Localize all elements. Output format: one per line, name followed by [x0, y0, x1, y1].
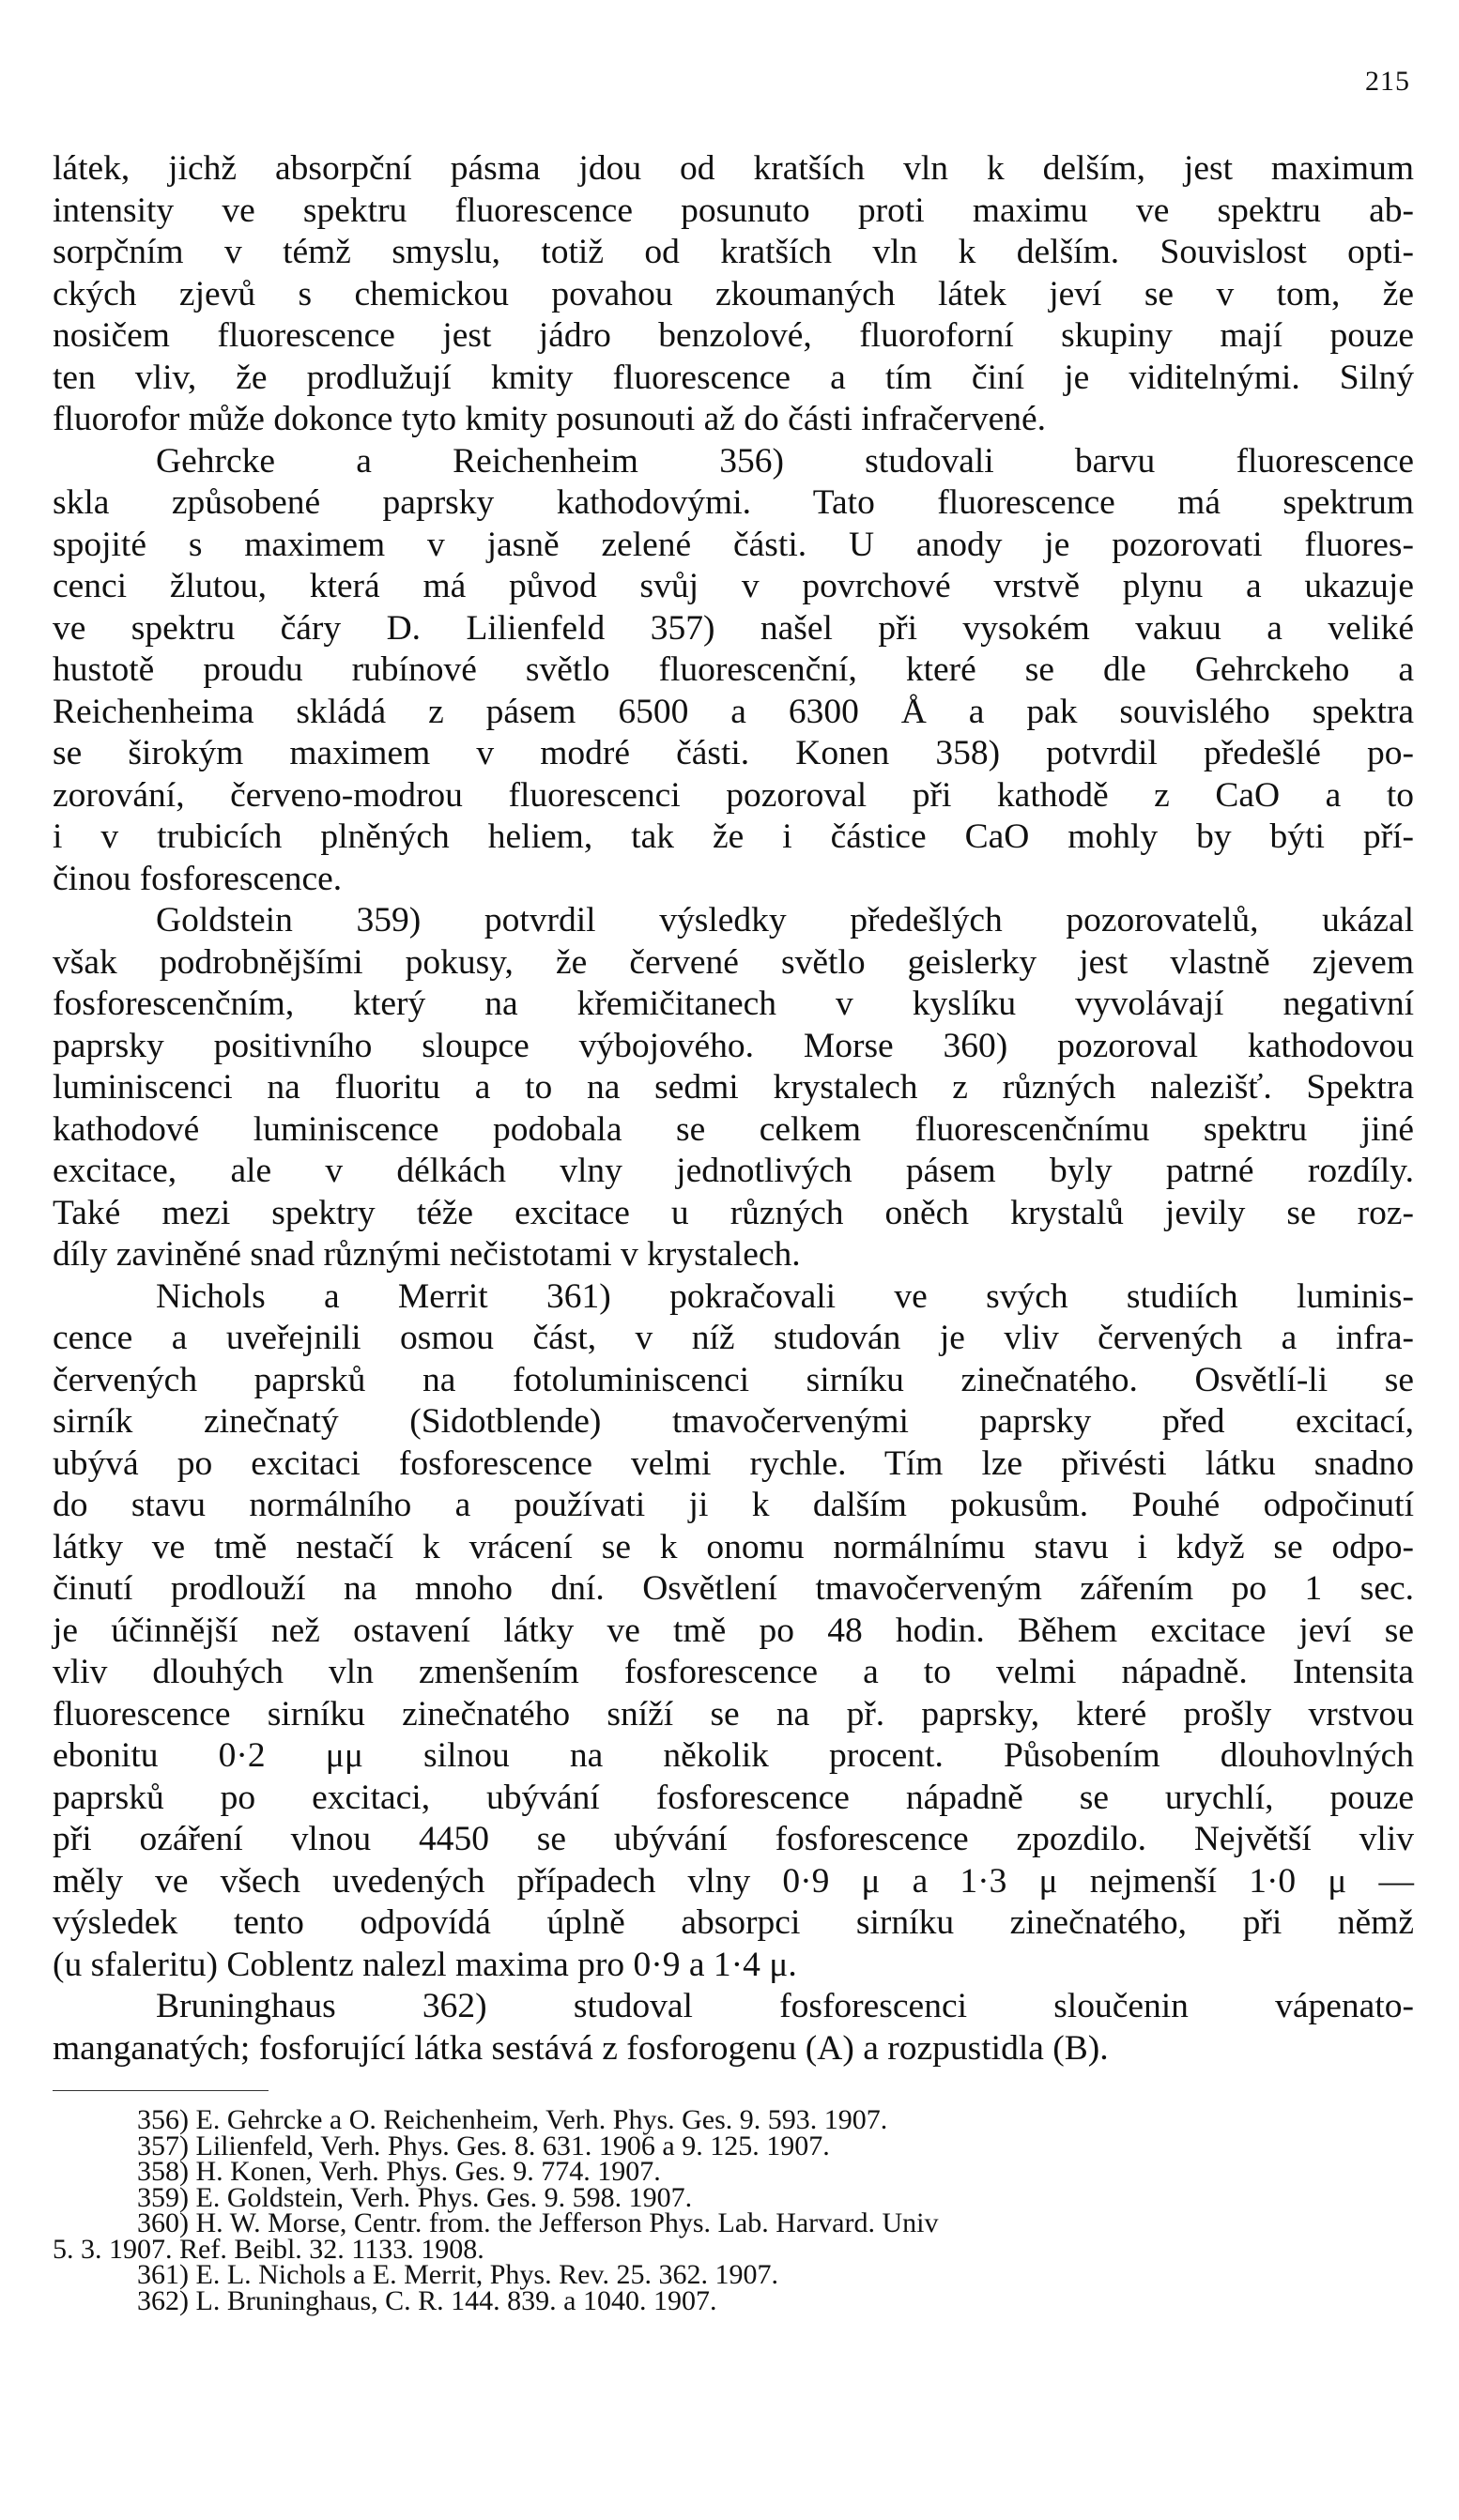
text-line: ubývá po excitaci fosforescence velmi rychle. Tím lze přivésti látku snadno: [53, 1443, 1414, 1483]
text-line: intensity ve spektru fluorescence posunuto proti maximu ve spektru ab-: [53, 191, 1414, 230]
text-line: fluorescence sirníku zinečnatého sníží se na př. paprsky, které prošly vrstvou: [53, 1694, 1414, 1733]
text-line: fosforescenčním, který na křemičitanech v kyslíku vyvolávají negativní: [53, 985, 1414, 1023]
body-text: [53, 148, 1414, 2069]
text-line: hustotě proudu rubínové světlo fluorescenční, které se dle Gehrckeho a: [53, 650, 1414, 689]
text-line: Reichenheima skládá z pásem 6500 a 6300 Å a pak souvislého spektra: [53, 692, 1414, 731]
text-line: zorování, červeno-modrou fluorescenci pozoroval při kathodě z CaO a to: [53, 775, 1414, 815]
text-line: ckých zjevů s chemickou povahou zkoumaných látek jeví se v tom, že: [53, 274, 1414, 313]
page-number: 215: [1365, 66, 1410, 97]
text-line: vliv dlouhých vln zmenšením fosforescence a to velmi nápadně. Intensita: [53, 1653, 1414, 1691]
text-line: činutí prodlouží na mnoho dní. Osvětlení tmavočerveným zářením po 1 sec.: [53, 1569, 1414, 1608]
text-line: sorpčním v témž smyslu, totiž od kratších vln k delším. Souvislost opti-: [53, 233, 1414, 271]
text-line: činou fosforescence.: [53, 859, 343, 898]
text-line: je účinnější než ostavení látky ve tmě po 48 hodin. Během excitace jeví se: [53, 1611, 1414, 1650]
text-line: skla způsobené paprsky kathodovými. Tato fluorescence má spektrum: [53, 483, 1414, 522]
footnote: 361) E. L. Nichols a E. Merrit, Phys. Rev. 25. 362. 1907.: [137, 2259, 778, 2290]
text-line: cenci žlutou, která má původ svůj v povrchové vrstvě plynu a ukazuje: [53, 567, 1414, 605]
text-line: cence a uveřejnili osmou část, v níž studován je vliv červených a infra-: [53, 1319, 1414, 1357]
text-line: měly ve všech uvedených případech vlny 0·9 μ a 1·3 μ nejmenší 1·0 μ —: [53, 1861, 1414, 1901]
text-line: excitace, ale v délkách vlny jednotlivých pásem byly patrné rozdíly.: [53, 1152, 1414, 1190]
text-line: paprsků po excitaci, ubývání fosforescence nápadně se urychlí, pouze: [53, 1778, 1414, 1817]
text-line: ten vliv, že prodlužují kmity fluorescence a tím činí je viditelnými. Silný: [53, 358, 1414, 397]
text-line: výsledek tento odpovídá úplně absorpci sirníku zinečnatého, při němž: [53, 1903, 1414, 1942]
text-line: látek, jichž absorpční pásma jdou od kratších vln k delším, jest maximum: [53, 149, 1414, 188]
text-line: při ozáření vlnou 4450 se ubývání fosforescence zpozdilo. Největší vliv: [53, 1820, 1414, 1858]
footnote: 358) H. Konen, Verh. Phys. Ges. 9. 774. 1907.: [137, 2156, 661, 2187]
footnote: 359) E. Goldstein, Verh. Phys. Ges. 9. 598. 1907.: [137, 2181, 693, 2213]
footnotes: [53, 2104, 1414, 2316]
text-line: látky ve tmě nestačí k vrácení se k onomu normálnímu stavu i když se odpo-: [53, 1527, 1414, 1566]
text-line: ve spektru čáry D. Lilienfeld 357) našel při vysokém vakuu a veliké: [53, 608, 1414, 648]
text-line: (u sfaleritu) Coblentz nalezl maxima pro 0·9 a 1·4 μ.: [53, 1945, 797, 1984]
text-line: nosičem fluorescence jest jádro benzolové, fluoroforní skupiny mají pouze: [53, 316, 1414, 355]
footnote: 360) H. W. Morse, Centr. from. the Jefferson Phys. Lab. Harvard. Univ: [137, 2207, 939, 2238]
text-line: Také mezi spektry téže excitace u různých oněch krystalů jevily se roz-: [53, 1193, 1414, 1232]
text-line: do stavu normálního a používati ji k dalším pokusům. Pouhé odpočinutí: [53, 1486, 1414, 1524]
text-line: kathodové luminiscence podobala se celkem fluorescenčnímu spektru jiné: [53, 1109, 1414, 1149]
footnote: 362) L. Bruninghaus, C. R. 144. 839. a 1040. 1907.: [137, 2284, 717, 2316]
text-line: paprsky positivního sloupce výbojového. Morse 360) pozoroval kathodovou: [53, 1026, 1414, 1065]
text-line: spojité s maximem v jasně zelené části. U anody je pozorovati fluores-: [53, 525, 1414, 564]
text-line: Nichols a Merrit 361) pokračovali ve svých studiích luminis-: [156, 1276, 1414, 1316]
text-line: červených paprsků na fotoluminiscenci sirníku zinečnatého. Osvětlí-li se: [53, 1360, 1414, 1399]
text-line: manganatých; fosforující látka sestává z fosforogenu (A) a rozpustidla (B).: [53, 2028, 1109, 2068]
text-line: se širokým maximem v modré části. Konen 358) potvrdil předešlé po-: [53, 734, 1414, 772]
text-line: i v trubicích plněných heliem, tak že i částice CaO mohly by býti pří-: [53, 817, 1414, 856]
text-line: Bruninghaus 362) studoval fosforescenci sloučenin vápenato-: [156, 1987, 1414, 2025]
footnote: 356) E. Gehrcke a O. Reichenheim, Verh. Phys. Ges. 9. 593. 1907.: [137, 2104, 888, 2135]
footnote: 5. 3. 1907. Ref. Beibl. 32. 1133. 1908.: [53, 2233, 484, 2265]
text-line: luminiscenci na fluoritu a to na sedmi krystalech z různých nalezišť. Spektra: [53, 1068, 1414, 1107]
text-line: díly zaviněné snad různými nečistotami v krystalech.: [53, 1235, 801, 1274]
footnote-divider: [53, 2090, 269, 2091]
text-line: ebonitu 0·2 μμ silnou na několik procent. Působením dlouhovlných: [53, 1736, 1414, 1775]
text-line: Gehrcke a Reichenheim 356) studovali barvu fluorescence: [156, 441, 1414, 481]
text-line: Goldstein 359) potvrdil výsledky předešlých pozorovatelů, ukázal: [156, 901, 1414, 939]
footnote: 357) Lilienfeld, Verh. Phys. Ges. 8. 631. 1906 a 9. 125. 1907.: [137, 2130, 830, 2161]
text-line: však podrobnějšími pokusy, že červené světlo geislerky jest vlastně zjevem: [53, 942, 1414, 982]
text-line: sirník zinečnatý (Sidotblende) tmavočervenými paprsky před excitací,: [53, 1402, 1414, 1441]
text-line: fluorofor může dokonce tyto kmity posunouti až do části infračervené.: [53, 400, 1047, 438]
